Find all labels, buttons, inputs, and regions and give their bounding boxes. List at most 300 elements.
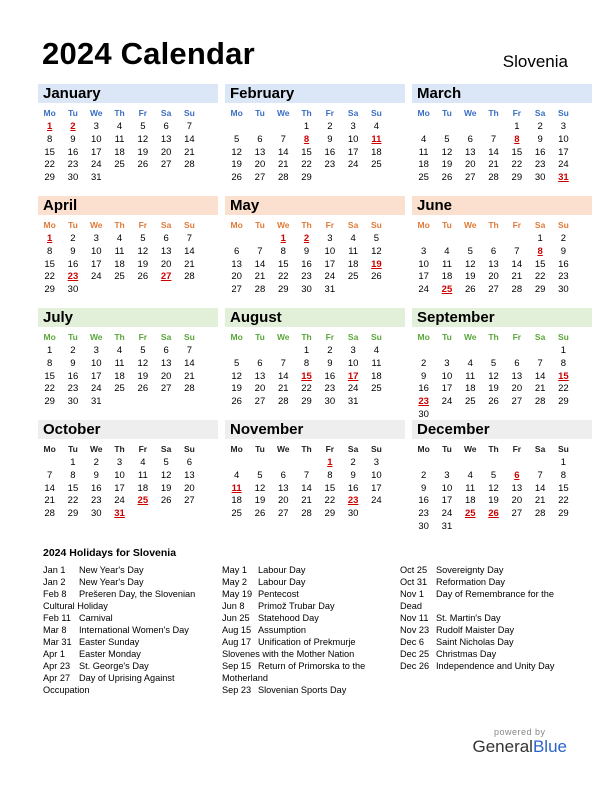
day-cell: 10 — [441, 482, 453, 494]
day-cell: 9 — [421, 482, 427, 494]
holiday-date: Jan 2 — [43, 577, 66, 587]
day-cell: 26 — [137, 383, 149, 395]
day-cell: 27 — [160, 271, 172, 283]
day-cell: 10 — [347, 357, 359, 369]
day-cell: 12 — [160, 469, 172, 481]
day-cell — [341, 284, 364, 297]
weekday-label: We — [89, 332, 103, 342]
day-cell: 17 — [90, 258, 102, 270]
day-cell — [154, 508, 177, 521]
day-cell: 15 — [301, 370, 312, 382]
day-cell — [154, 172, 177, 185]
day-cell: 8 — [327, 469, 333, 481]
month-september — [412, 308, 592, 422]
day-cell: 11 — [114, 245, 125, 257]
holiday-name: New Year's Day — [79, 565, 144, 575]
day-cell: 6 — [514, 357, 520, 369]
day-cell: 2 — [327, 121, 333, 132]
day-cell: 4 — [373, 121, 380, 132]
day-cell: 17 — [324, 258, 336, 270]
day-cell: 16 — [301, 258, 312, 270]
holiday-date: Dec 6 — [400, 637, 425, 647]
month-july — [38, 308, 218, 409]
day-cell: 23 — [324, 159, 336, 171]
day-cell: 29 — [44, 396, 55, 408]
day-cell: 31 — [441, 520, 453, 532]
day-cell — [225, 457, 248, 470]
week-row — [412, 470, 592, 483]
holiday-date: Jun 25 — [222, 613, 250, 623]
day-cell: 15 — [301, 146, 312, 158]
day-cell: 3 — [350, 121, 356, 132]
day-cell: 1 — [280, 233, 286, 244]
day-cell: 1 — [560, 457, 567, 468]
week-row — [412, 271, 592, 284]
holiday-name: Sovereignty Day — [436, 565, 504, 575]
weekday-label: Tu — [255, 108, 265, 118]
day-cell: 10 — [90, 245, 102, 257]
day-cell: 24 — [441, 508, 453, 520]
day-cell: 3 — [444, 469, 450, 481]
week-row — [38, 358, 218, 371]
day-cell: 7 — [47, 469, 53, 481]
weekday-header — [412, 329, 592, 345]
day-cell: 29 — [558, 508, 569, 520]
day-cell: 8 — [47, 245, 53, 257]
day-cell — [435, 457, 458, 470]
month-name: December — [412, 420, 592, 439]
day-cell: 18 — [464, 383, 476, 395]
day-cell: 24 — [441, 396, 453, 408]
day-cell: 17 — [371, 482, 382, 494]
day-cell — [482, 457, 505, 470]
day-cell: 14 — [534, 482, 546, 494]
day-cell: 29 — [324, 508, 336, 520]
day-cell: 29 — [277, 284, 289, 296]
month-name: January — [38, 84, 218, 103]
day-cell: 4 — [421, 133, 427, 145]
day-cell: 24 — [371, 495, 382, 507]
day-cell — [38, 457, 61, 470]
day-cell: 2 — [303, 233, 310, 244]
day-cell — [108, 172, 131, 185]
day-cell: 13 — [464, 146, 476, 158]
powered-by-text: powered by — [493, 727, 546, 737]
holiday-date: Dec 25 — [400, 649, 430, 659]
day-cell: 20 — [160, 146, 172, 158]
day-cell: 25 — [114, 159, 125, 171]
day-cell — [412, 121, 435, 134]
week-row — [412, 233, 592, 246]
day-cell: 15 — [534, 258, 546, 270]
day-cell: 20 — [277, 495, 289, 507]
weekday-label: Tu — [68, 444, 78, 454]
week-row — [412, 259, 592, 272]
weekday-header — [412, 441, 592, 457]
day-cell: 8 — [303, 357, 310, 369]
day-cell: 15 — [324, 482, 336, 494]
day-cell: 13 — [488, 258, 499, 270]
day-cell: 31 — [90, 396, 102, 408]
day-cell: 2 — [70, 345, 76, 356]
weekday-label: We — [89, 108, 103, 118]
day-cell: 3 — [93, 345, 99, 356]
week-row — [412, 521, 592, 534]
day-cell: 24 — [347, 383, 359, 395]
generalblue-logo — [472, 727, 567, 757]
day-cell: 19 — [488, 495, 499, 507]
day-cell: 1 — [303, 345, 310, 356]
holiday-date: Nov 11 — [400, 613, 429, 623]
day-cell: 22 — [44, 383, 55, 395]
day-cell: 3 — [373, 457, 380, 468]
day-cell: 28 — [184, 271, 195, 283]
day-cell: 13 — [277, 482, 289, 494]
day-cell: 26 — [488, 508, 499, 520]
day-cell: 17 — [441, 383, 453, 395]
day-cell: 17 — [90, 370, 102, 382]
day-cell: 27 — [464, 172, 476, 184]
weekday-label: We — [463, 108, 477, 118]
day-cell: 9 — [327, 357, 333, 369]
day-cell: 25 — [418, 172, 429, 184]
day-cell: 16 — [418, 383, 429, 395]
day-cell: 12 — [231, 146, 242, 158]
weekday-header — [38, 329, 218, 345]
week-row — [38, 259, 218, 272]
day-cell: 11 — [114, 357, 125, 369]
holiday-item — [400, 636, 572, 648]
day-cell: 9 — [93, 469, 99, 481]
weekday-label: Mo — [43, 444, 56, 454]
day-cell: 15 — [44, 370, 55, 382]
weekday-label: We — [276, 220, 290, 230]
day-cell: 1 — [47, 121, 53, 132]
day-cell — [482, 345, 505, 358]
day-cell — [85, 284, 108, 297]
holiday-name: Easter Sunday — [79, 637, 140, 647]
day-cell: 17 — [418, 271, 429, 283]
week-row — [225, 147, 405, 160]
day-cell: 28 — [534, 508, 546, 520]
week-row — [412, 147, 592, 160]
day-cell: 25 — [231, 508, 242, 520]
weekday-label: We — [463, 220, 477, 230]
day-cell: 27 — [488, 284, 499, 296]
day-cell: 10 — [114, 469, 125, 481]
day-cell: 11 — [465, 370, 476, 382]
day-cell — [435, 233, 458, 246]
day-cell: 4 — [140, 457, 146, 468]
day-cell: 21 — [277, 159, 289, 171]
day-cell — [365, 396, 388, 409]
week-row — [38, 271, 218, 284]
day-cell: 12 — [254, 482, 266, 494]
holiday-date: May 1 — [222, 565, 248, 575]
day-cell: 30 — [347, 508, 359, 520]
holiday-item — [43, 564, 215, 576]
day-cell: 23 — [418, 508, 429, 520]
day-cell: 28 — [277, 172, 289, 184]
day-cell: 27 — [160, 383, 172, 395]
day-cell: 21 — [511, 271, 523, 283]
weekday-label: Tu — [442, 220, 452, 230]
day-cell: 21 — [254, 271, 266, 283]
month-name: June — [412, 196, 592, 215]
day-cell: 9 — [70, 245, 76, 257]
day-cell: 7 — [537, 357, 543, 369]
day-cell: 7 — [537, 469, 543, 481]
week-row — [225, 470, 405, 483]
holiday-date: Apr 1 — [43, 649, 65, 659]
day-cell: 24 — [90, 383, 102, 395]
day-cell: 28 — [277, 396, 289, 408]
day-cell: 23 — [347, 495, 359, 507]
day-cell: 13 — [254, 146, 266, 158]
day-cell: 8 — [47, 133, 53, 145]
day-cell: 20 — [254, 159, 266, 171]
week-row — [38, 172, 218, 185]
day-cell: 11 — [371, 133, 382, 145]
day-cell — [248, 233, 271, 246]
day-cell: 6 — [467, 133, 473, 145]
weekday-label: Fr — [512, 108, 522, 118]
day-cell: 17 — [347, 146, 359, 158]
day-cell: 24 — [324, 271, 336, 283]
day-cell: 5 — [373, 233, 380, 244]
day-cell: 22 — [324, 495, 336, 507]
day-cell: 18 — [371, 146, 382, 158]
holiday-date: Aug 17 — [222, 637, 252, 647]
day-cell: 30 — [418, 408, 429, 420]
day-cell — [528, 345, 551, 358]
day-cell: 16 — [347, 482, 359, 494]
holiday-column-3 — [400, 564, 572, 672]
day-cell: 18 — [231, 495, 242, 507]
day-cell: 21 — [277, 383, 289, 395]
month-name: May — [225, 196, 405, 215]
day-cell: 12 — [488, 482, 499, 494]
day-cell: 28 — [488, 172, 499, 184]
month-name: September — [412, 308, 592, 327]
day-cell: 5 — [163, 457, 169, 468]
day-cell: 11 — [442, 258, 452, 270]
day-cell — [178, 396, 201, 409]
day-cell: 15 — [558, 482, 569, 494]
day-cell: 3 — [444, 357, 450, 369]
day-cell — [272, 345, 295, 358]
weekday-label: Fr — [138, 108, 148, 118]
day-cell: 19 — [137, 370, 149, 382]
day-cell: 13 — [231, 258, 242, 270]
day-cell: 4 — [373, 345, 380, 356]
weekday-label: Th — [488, 332, 499, 342]
day-cell: 22 — [67, 495, 79, 507]
day-cell: 25 — [137, 495, 149, 507]
day-cell: 21 — [184, 146, 195, 158]
day-cell — [131, 284, 154, 297]
holiday-item — [400, 588, 572, 612]
weekday-label: Sa — [534, 220, 546, 230]
day-cell: 28 — [254, 284, 266, 296]
day-cell: 16 — [418, 495, 429, 507]
holiday-name: Rudolf Maister Day — [436, 625, 515, 635]
weekday-label: Mo — [230, 444, 243, 454]
day-cell: 8 — [514, 133, 520, 145]
day-cell — [318, 172, 341, 185]
day-cell — [131, 508, 154, 521]
weekday-label: Su — [183, 220, 195, 230]
day-cell — [248, 457, 271, 470]
weekday-header — [225, 329, 405, 345]
day-cell: 4 — [467, 469, 473, 481]
day-cell: 18 — [371, 370, 382, 382]
holiday-name: Slovenian Sports Day — [258, 685, 347, 695]
day-cell: 22 — [558, 383, 569, 395]
weekday-label: Su — [370, 220, 382, 230]
day-cell: 11 — [371, 357, 382, 369]
week-row — [412, 457, 592, 470]
day-cell: 24 — [90, 159, 102, 171]
holiday-item — [43, 660, 215, 672]
weekday-label: Su — [370, 108, 382, 118]
holiday-date: Apr 27 — [43, 673, 71, 683]
day-cell: 12 — [137, 357, 149, 369]
holiday-item — [222, 684, 394, 696]
holiday-name: St. George's Day — [79, 661, 149, 671]
week-row — [412, 483, 592, 496]
week-row — [225, 134, 405, 147]
day-cell: 3 — [93, 233, 99, 244]
day-cell: 6 — [234, 245, 240, 257]
day-cell: 30 — [324, 396, 336, 408]
holiday-date: May 2 — [222, 577, 248, 587]
day-cell: 2 — [327, 345, 333, 356]
day-cell: 9 — [421, 370, 427, 382]
weekday-label: Th — [488, 108, 499, 118]
day-cell: 25 — [464, 508, 476, 520]
week-row — [38, 371, 218, 384]
day-cell — [248, 121, 271, 134]
weekday-label: Th — [114, 220, 125, 230]
holiday-name: Primož Trubar Day — [258, 601, 335, 611]
day-cell: 25 — [114, 383, 125, 395]
day-cell: 23 — [301, 271, 312, 283]
day-cell: 22 — [301, 383, 312, 395]
week-row — [225, 495, 405, 508]
day-cell: 17 — [114, 482, 125, 494]
week-row — [38, 233, 218, 246]
day-cell: 4 — [116, 121, 123, 132]
day-cell: 4 — [116, 345, 123, 356]
day-cell: 13 — [254, 370, 266, 382]
holiday-item — [222, 612, 394, 624]
day-cell: 18 — [347, 258, 359, 270]
day-cell: 19 — [231, 383, 242, 395]
day-cell: 2 — [70, 121, 76, 132]
weekday-label: Sa — [534, 444, 546, 454]
day-cell: 9 — [303, 245, 310, 257]
holiday-name: Statehood Day — [258, 613, 319, 623]
weekday-label: Sa — [534, 332, 546, 342]
week-row — [412, 172, 592, 185]
day-cell: 4 — [467, 357, 473, 369]
day-cell: 6 — [163, 121, 169, 132]
day-cell: 13 — [160, 133, 172, 145]
day-cell: 10 — [347, 133, 359, 145]
day-cell — [552, 521, 575, 534]
day-cell: 21 — [184, 370, 195, 382]
day-cell — [482, 233, 505, 246]
day-cell: 1 — [47, 345, 53, 356]
holiday-date: May 19 — [222, 589, 253, 599]
holiday-date: Jan 1 — [43, 565, 66, 575]
day-cell: 26 — [231, 172, 242, 184]
month-name: November — [225, 420, 405, 439]
day-cell: 22 — [44, 271, 55, 283]
day-cell: 28 — [301, 508, 312, 520]
weekday-label: Th — [114, 444, 125, 454]
weekday-label: Th — [488, 444, 499, 454]
brand-part-2: Blue — [532, 737, 567, 756]
holiday-item — [43, 612, 215, 624]
day-cell: 27 — [277, 508, 289, 520]
day-cell: 15 — [558, 370, 569, 382]
day-cell: 14 — [184, 133, 195, 145]
day-cell: 27 — [184, 495, 195, 507]
holiday-name: Pentecost — [258, 589, 299, 599]
day-cell: 16 — [90, 482, 102, 494]
weekday-label: Th — [114, 108, 125, 118]
day-cell: 15 — [67, 482, 79, 494]
day-cell: 3 — [93, 121, 99, 132]
week-row — [412, 246, 592, 259]
day-cell: 22 — [44, 159, 55, 171]
holiday-date: Nov 23 — [400, 625, 430, 635]
holiday-item — [222, 600, 394, 612]
day-cell: 19 — [488, 383, 499, 395]
weekday-label: Sa — [347, 444, 359, 454]
day-cell: 19 — [137, 146, 149, 158]
day-cell: 23 — [324, 383, 336, 395]
holiday-item — [43, 588, 215, 612]
day-cell: 29 — [301, 396, 312, 408]
holiday-item — [43, 636, 215, 648]
day-cell — [505, 233, 528, 246]
week-row — [412, 121, 592, 134]
weekday-label: Tu — [442, 332, 452, 342]
week-row — [38, 159, 218, 172]
day-cell: 20 — [464, 159, 476, 171]
day-cell: 7 — [280, 357, 286, 369]
day-cell: 11 — [137, 469, 148, 481]
weekday-label: Su — [183, 332, 195, 342]
month-june — [412, 196, 592, 297]
day-cell: 23 — [534, 159, 546, 171]
day-cell: 25 — [371, 159, 382, 171]
day-cell: 14 — [254, 258, 266, 270]
weekday-header — [225, 217, 405, 233]
day-cell: 7 — [186, 345, 193, 356]
day-cell: 11 — [114, 133, 125, 145]
holiday-date: Sep 15 — [222, 661, 252, 671]
week-row — [225, 246, 405, 259]
holiday-date: Apr 23 — [43, 661, 71, 671]
day-cell: 1 — [47, 233, 53, 244]
day-cell: 9 — [70, 133, 76, 145]
weekday-label: Tu — [442, 108, 452, 118]
weekday-label: Tu — [255, 220, 265, 230]
